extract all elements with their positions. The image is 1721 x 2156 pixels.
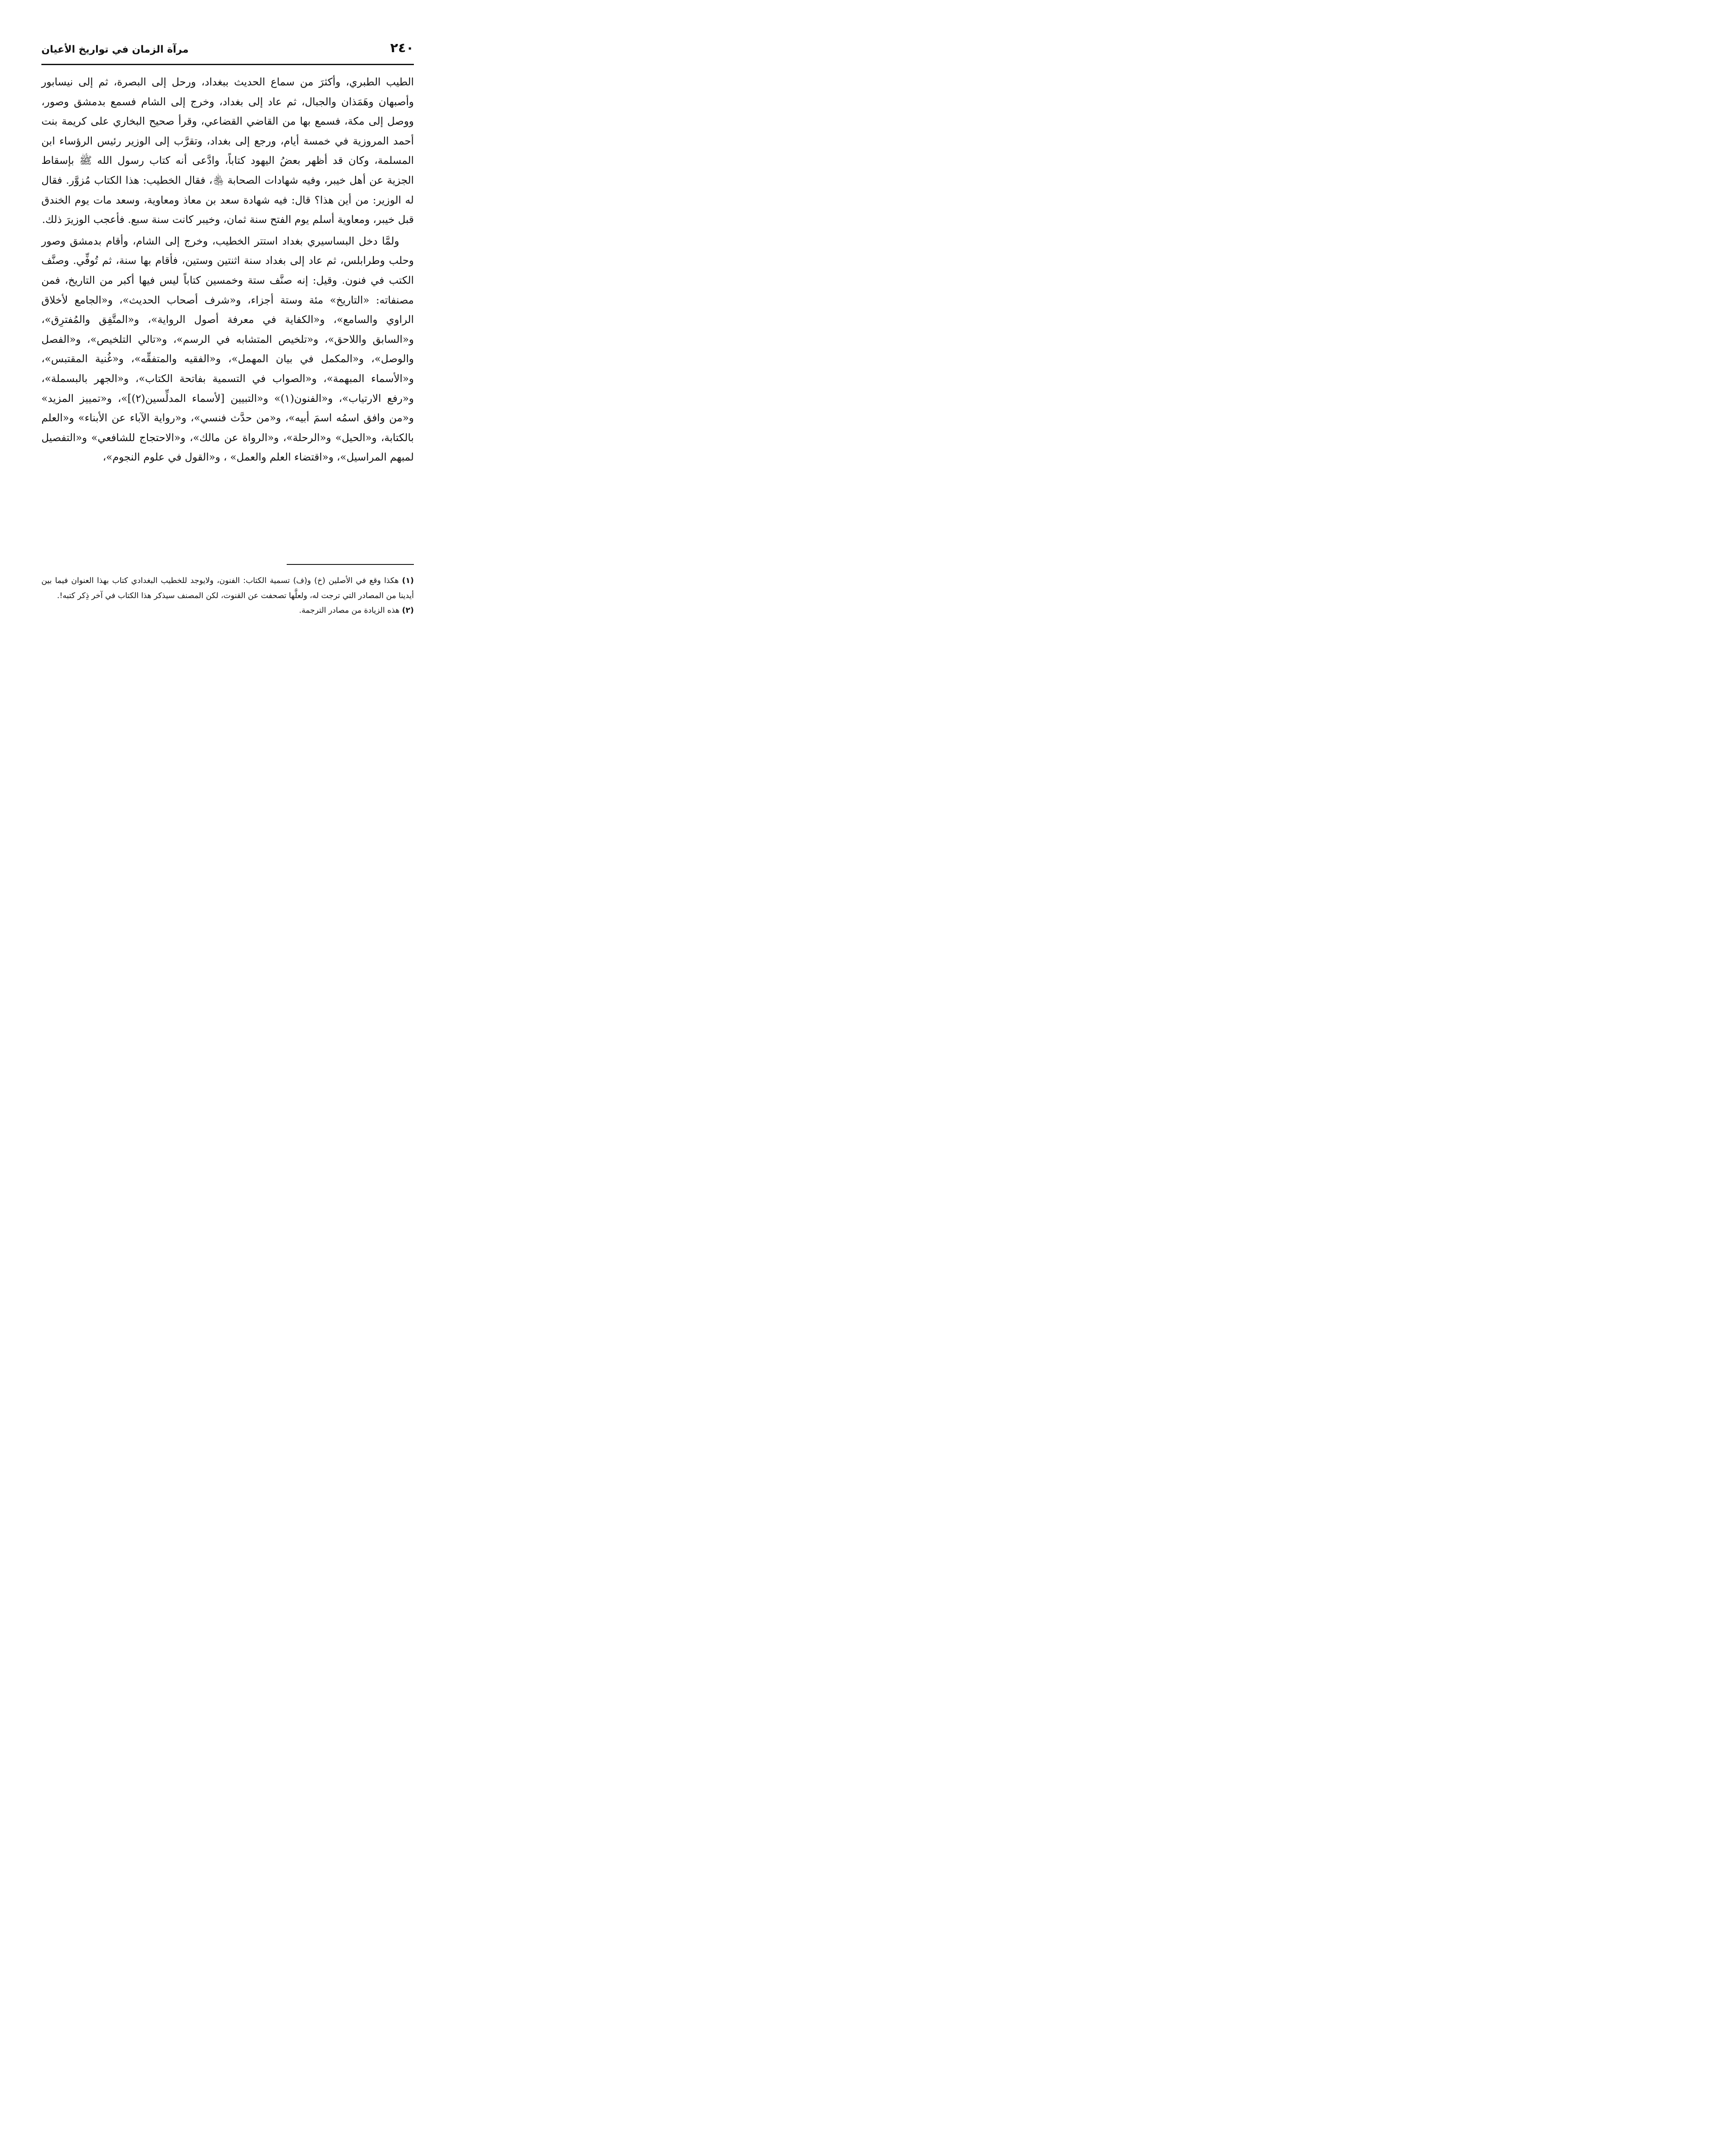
page-header bbox=[41, 38, 414, 65]
footnote-text: هكذا وقع في الأصلين (خ) و(ف) تسمية الكتاب: الفنون، ولايوجد للخطيب البغدادي كتاب بهذا العنوان فيما بين أيدينا من المصادر التي ترجت له، ولعلَّها تصحفت عن القنوت، لكن المصنف سيذكر هذا الكتاب في آخر ذِكر كتبه!. bbox=[41, 576, 414, 600]
footnote-text: هذه الزيادة من مصادر الترجمة. bbox=[299, 606, 400, 615]
book-page bbox=[0, 0, 456, 674]
footnote-separator bbox=[287, 564, 414, 565]
running-title: مرآة الزمان في تواريخ الأعيان bbox=[41, 44, 189, 55]
footnotes bbox=[41, 573, 414, 618]
main-text bbox=[41, 72, 414, 467]
footnote bbox=[41, 603, 414, 618]
footnote-number: (٢) bbox=[402, 606, 414, 615]
footnote bbox=[41, 573, 414, 603]
paragraph: الطيب الطبري، وأكثرَ من سماع الحديث ببغداد، ورحل إلى البصرة، ثم إلى نيسابور وأصبهان وهَمَذان والجبال، ثم عاد إلى بغداد، وخرج إلى الشام فسمع بدمشق وصور، ووصل إلى مكة، فسمع بها من القاضي القضاعي، وقرأ صحيح البخاري على كريمة بنت أحمد المروزية في خمسة أيام، ورجع إلى بغداد، وتقرَّب إلى الوزير رئيس الرؤساء ابن المسلمة، وكان قد أظهر بعضُ اليهود كتاباً، وادَّعى أنه كتاب رسول الله ﷺ بإسقاط الجزية عن أهل خيبر، وفيه شهادات الصحابة ﵃، فقال الخطيب: هذا الكتاب مُزوَّر. فقال له الوزير: من أين هذا؟ قال: فيه شهادة سعد بن معاذ ومعاوية، وسعد مات يوم الخندق قبل خيبر، ومعاوية أسلم يوم الفتح سنة ثمان، وخيبر كانت سنة سبع. فأعجب الوزيرَ ذلك. bbox=[41, 76, 414, 226]
footnote-number: (١) bbox=[402, 576, 414, 585]
page-number: ٢٤٠ bbox=[390, 41, 414, 56]
paragraph: ولمَّا دخل البساسيري بغداد استتر الخطيب، وخرج إلى الشام، وأقام بدمشق وصور وحلب وطرابلس، ثم عاد إلى بغداد سنة اثنتين وستين، فأقام بها سنة، ثم تُوفِّي. وصنَّف الكتب في فنون. وقيل: إنه صنَّف ستة وخمسين كتاباً ليس فيها أكبر من التاريخ، فمن مصنفاته: «التاريخ» مئة وستة أجزاء، و«شرف أصحاب الحديث»، و«الجامع لأخلاق الراوي والسامع»، و«الكفاية في معرفة أصول الرواية»، و«المتَّفِق والمُفترِق»، و«السابق واللاحق»، و«تلخيص المتشابه في الرسم»، و«تالي التلخيص»، و«الفصل والوصل»، و«المكمل في بيان المهمل»، و«الفقيه والمتفقِّه»، و«غُنية المقتبس»، و«الأسماء المبهمة»، و«الصواب في التسمية بفاتحة الكتاب»، و«الجهر بالبسملة»، و«رفع الارتياب»، و«الفنون(١)» و«التبيين [لأسماء المدلِّسين(٢)]»، و«تمييز المزيد» و«من وافق اسمُه اسمَ أبيه»، و«من حدَّث فنسي»، و«رواية الآباء عن الأبناء» و«العلم بالكتابة، و«الحيل» و«الرحلة»، و«الرواة عن مالك»، و«الاحتجاج للشافعي» و«التفصيل لمبهم المراسيل»، و«اقتضاء العلم والعمل» ، و«القول في علوم النجوم»، bbox=[41, 235, 414, 464]
